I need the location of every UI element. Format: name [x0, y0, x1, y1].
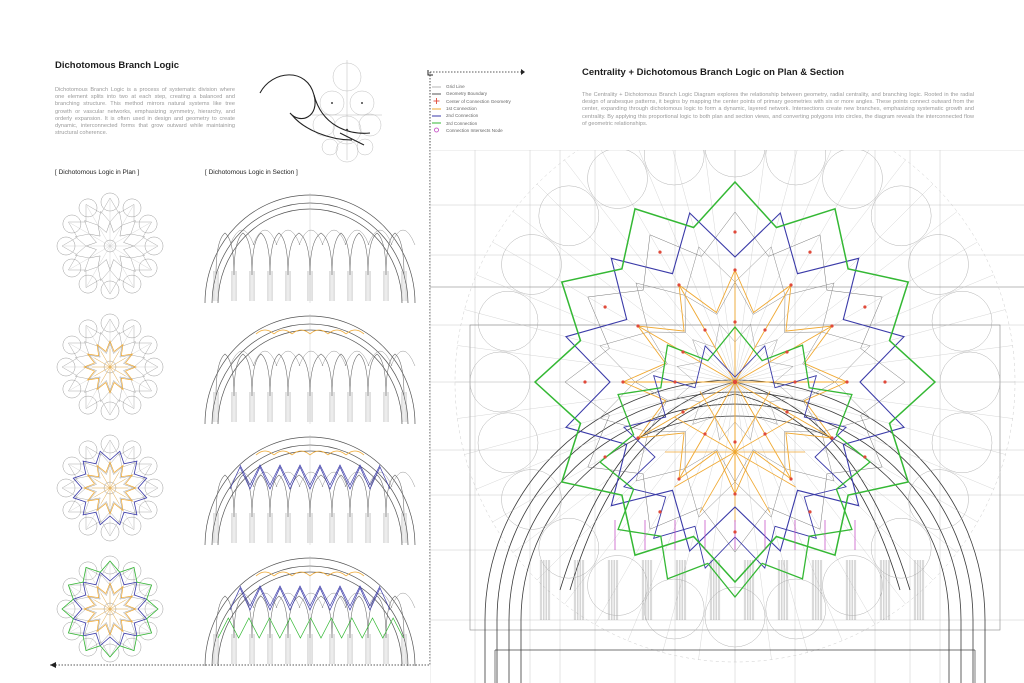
- legend-label: 3rd Connection: [446, 120, 478, 126]
- right-panel-title: Centrality + Dichotomous Branch Logic on Plan & Section: [582, 67, 845, 78]
- legend-label: 2nd Connection: [446, 113, 479, 119]
- legend-item: [432, 90, 542, 97]
- left-panel-title: Dichotomous Branch Logic: [55, 60, 180, 71]
- legend-swatch: [432, 106, 441, 112]
- legend-swatch: [432, 98, 441, 104]
- legend-item: [432, 105, 542, 112]
- legend-label: Grid Line: [446, 84, 465, 90]
- legend-label: 1st Connection: [446, 106, 477, 112]
- legend: [432, 83, 542, 134]
- left-panel-description: Dichotomous Branch Logic is a process of systematic division where one element splits into two at each step, creating a balanced and branching structure. This method mirrors natural systems like tree growth or vascular networks, emphasizing symmetry, hierarchy, and orderly expansion. It is often used in design and geometry to create dynamic, interconnected forms that grow outward while maintaining structural coherence.: [55, 87, 235, 137]
- legend-swatch: [432, 84, 441, 90]
- legend-item: [432, 83, 542, 90]
- legend-item: [432, 127, 542, 134]
- legend-label: Center of Connection Geometry: [446, 98, 511, 104]
- legend-label: Geometry Boundary: [446, 91, 488, 97]
- main-centrality-diagram: [430, 150, 1024, 683]
- section-label: [ Dichotomous Logic in Section ]: [205, 169, 298, 176]
- plan-label: [ Dichotomous Logic in Plan ]: [55, 169, 140, 176]
- legend-swatch: [432, 91, 441, 97]
- right-panel-description: The Centrality + Dichotomous Branch Logic Diagram explores the relationship between geometry, radial centrality, and branching logic. Rooted in the radial design of arabesque patterns, it begins by mapping the center points of primary geometries with six or more angles. These points connect outward from the center, expanding through dichotomous logic to form a dynamic, layered network. Intersections create new branches, emphasizing systematic growth and centrality. By applying this proportional logic to both plan and section views, and converting polygons into circles, the diagram reveals the interconnected flow of geometric relationships.: [582, 92, 974, 127]
- legend-item: [432, 112, 542, 119]
- legend-swatch: [432, 113, 441, 119]
- legend-label: Connection Intersects Node: [446, 127, 503, 133]
- legend-item: [432, 98, 542, 105]
- legend-swatch: [432, 127, 441, 133]
- legend-item: [432, 119, 542, 126]
- legend-swatch: [432, 120, 441, 126]
